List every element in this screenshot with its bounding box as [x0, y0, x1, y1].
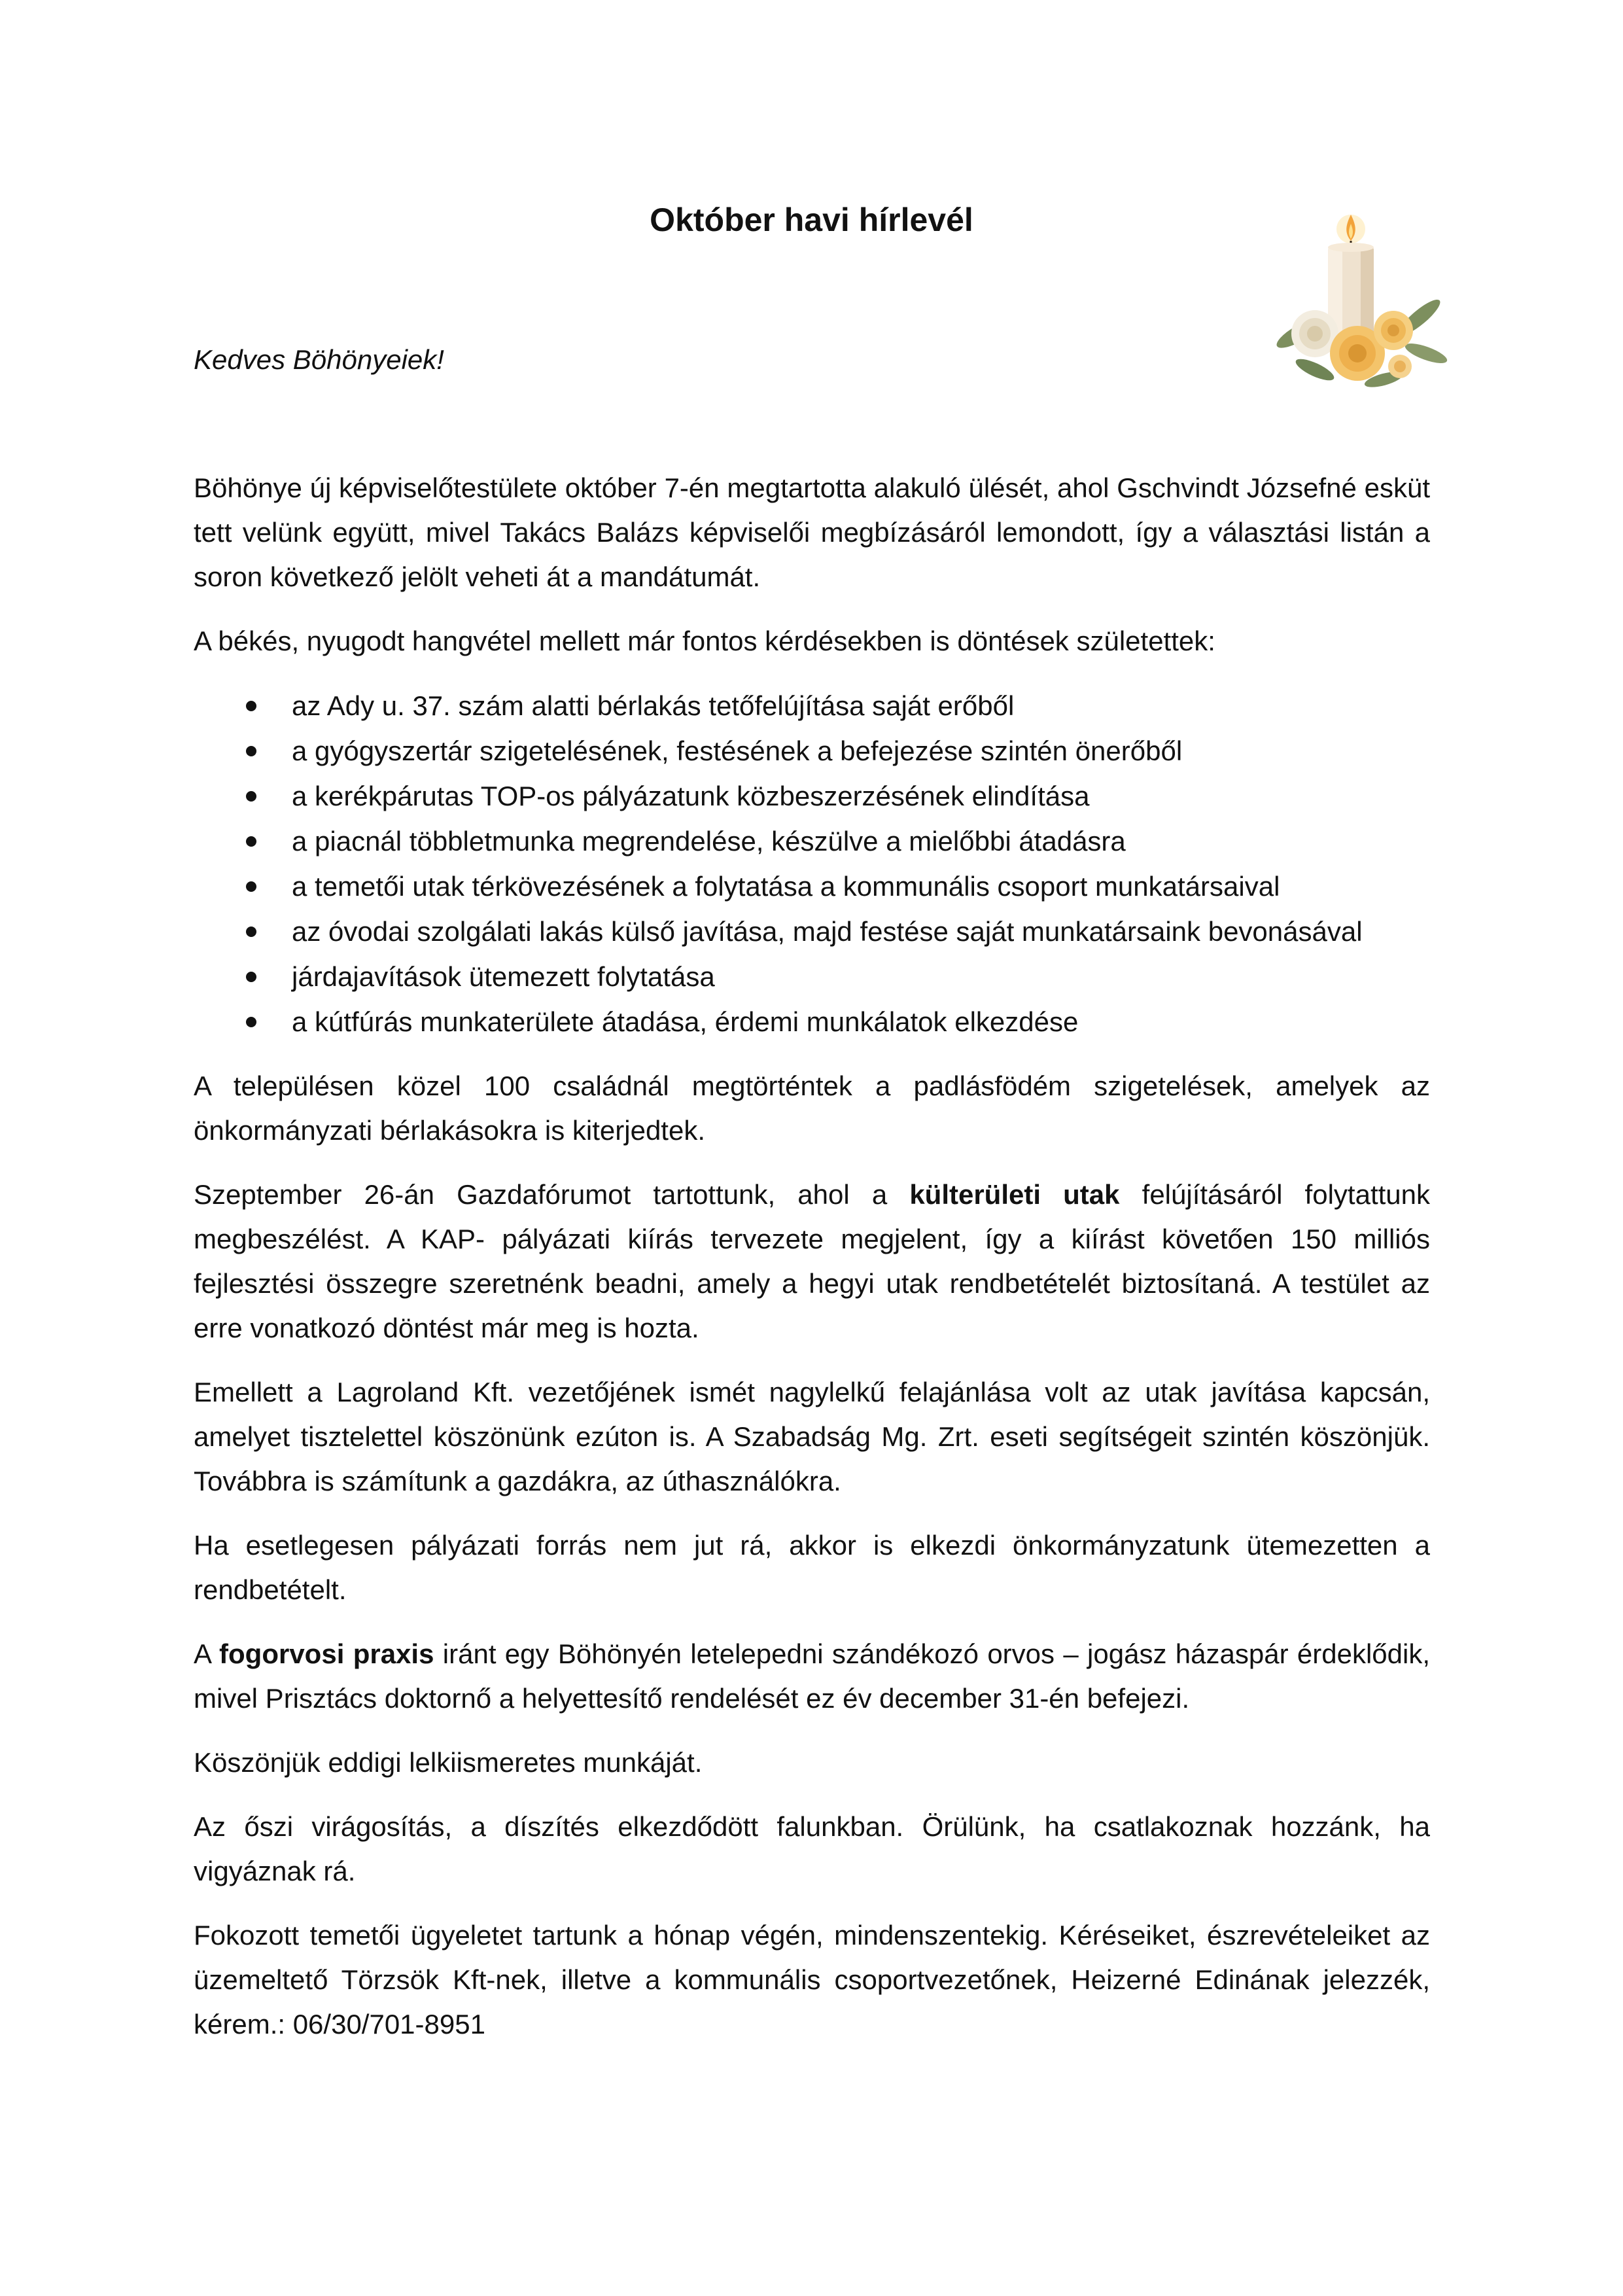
bullet-icon [246, 881, 256, 892]
greeting: Kedves Böhönyeiek! [194, 344, 444, 375]
candle-with-roses-icon [1259, 203, 1456, 399]
emphasis-dental-practice: fogorvosi praxis [219, 1638, 434, 1669]
list-item: a kerékpárutas TOP-os pályázatunk közbeszerzésének elindítása [194, 773, 1430, 819]
newsletter-body [194, 466, 1430, 2066]
paragraph-insulation: A településen közel 100 családnál megtörténtek a padlásfödém szigetelések, amelyek az önkormányzati bérlakásokra is kiterjedtek. [194, 1070, 1430, 1146]
list-item: járdajavítások ütemezett folytatása [194, 954, 1430, 999]
bullet-icon [246, 972, 256, 982]
bullet-icon [246, 746, 256, 756]
paragraph-road-repair: Ha esetlegesen pályázati forrás nem jut rá, akkor is elkezdi önkormányzatunk ütemezetten a rendbetételt. [194, 1530, 1430, 1605]
paragraph-thanks-companies: Emellett a Lagroland Kft. vezetőjének ismét nagylelkű felajánlása volt az utak javítása kapcsán, amelyet tisztelettel köszönünk ezúton is. A Szabadság Mg. Zrt. eseti segítségeit szintén köszönjük. Továbbra is számítunk a gazdákra, az úthasználókra. [194, 1377, 1430, 1496]
emphasis-outer-roads: külterületi utak [909, 1179, 1120, 1210]
paragraph-council-meeting: Böhönye új képviselőtestülete október 7-én megtartotta alakuló ülését, ahol Gschvindt Józsefné esküt tett velünk együtt, mivel Takács Balázs képviselői megbízásáról lemondott, így a választási listán a soron következő jelölt veheti át a mandátumát. [194, 472, 1430, 592]
paragraph-decisions-intro: A békés, nyugodt hangvétel mellett már fontos kérdésekben is döntések születettek: [194, 626, 1215, 656]
bullet-icon [246, 701, 256, 711]
list-item: a piacnál többletmunka megrendelése, készülve a mielőbbi átadásra [194, 819, 1430, 864]
list-item: a kútfúrás munkaterülete átadása, érdemi munkálatok elkezdése [194, 999, 1430, 1044]
list-item: a temetői utak térkövezésének a folytatása a kommunális csoport munkatársaival [194, 864, 1430, 909]
bullet-icon [246, 927, 256, 937]
paragraph-thanks-doctor: Köszönjük eddigi lelkiismeretes munkáját. [194, 1747, 703, 1778]
bullet-icon [246, 836, 256, 847]
paragraph-dental-practice: A fogorvosi praxis iránt egy Böhönyén letelepedni szándékozó orvos – jogász házaspár érdeklődik, mivel Prisztács doktornő a helyettesítő rendelését ez év december 31-én befejezi. [194, 1638, 1430, 1714]
decisions-list [194, 683, 1430, 1044]
list-item: az óvodai szolgálati lakás külső javítása, majd festése saját munkatársaink bevonásával [194, 909, 1430, 954]
page-title: Október havi hírlevél [650, 202, 973, 238]
paragraph-farmer-forum: Szeptember 26-án Gazdafórumot tartottunk, ahol a külterületi utak felújításáról folytattunk megbeszélést. A KAP- pályázati kiírás tervezete megjelent, így a kiírást követően 150 milliós fejlesztési összegre szeretnénk beadni, amely a hegyi utak rendbetételét biztosítaná. A testület az erre vonatkozó döntést már meg is hozta. [194, 1179, 1430, 1343]
bullet-icon [246, 1017, 256, 1027]
bullet-icon [246, 791, 256, 802]
list-item: az Ady u. 37. szám alatti bérlakás tetőfelújítása saját erőből [194, 683, 1430, 728]
paragraph-decoration: Az őszi virágosítás, a díszítés elkezdődött falunkban. Örülünk, ha csatlakoznak hozzánk, ha vigyáznak rá. [194, 1811, 1430, 1886]
paragraph-cemetery-duty: Fokozott temetői ügyeletet tartunk a hónap végén, mindenszentekig. Kéréseiket, észrevételeiket az üzemeltető Törzsök Kft-nek, illetve a kommunális csoportvezetőnek, Heizerné Edinának jelezzék, kérem.: 06/30/701-8951 [194, 1920, 1430, 2040]
list-item: a gyógyszertár szigetelésének, festésének a befejezése szintén önerőből [194, 728, 1430, 773]
